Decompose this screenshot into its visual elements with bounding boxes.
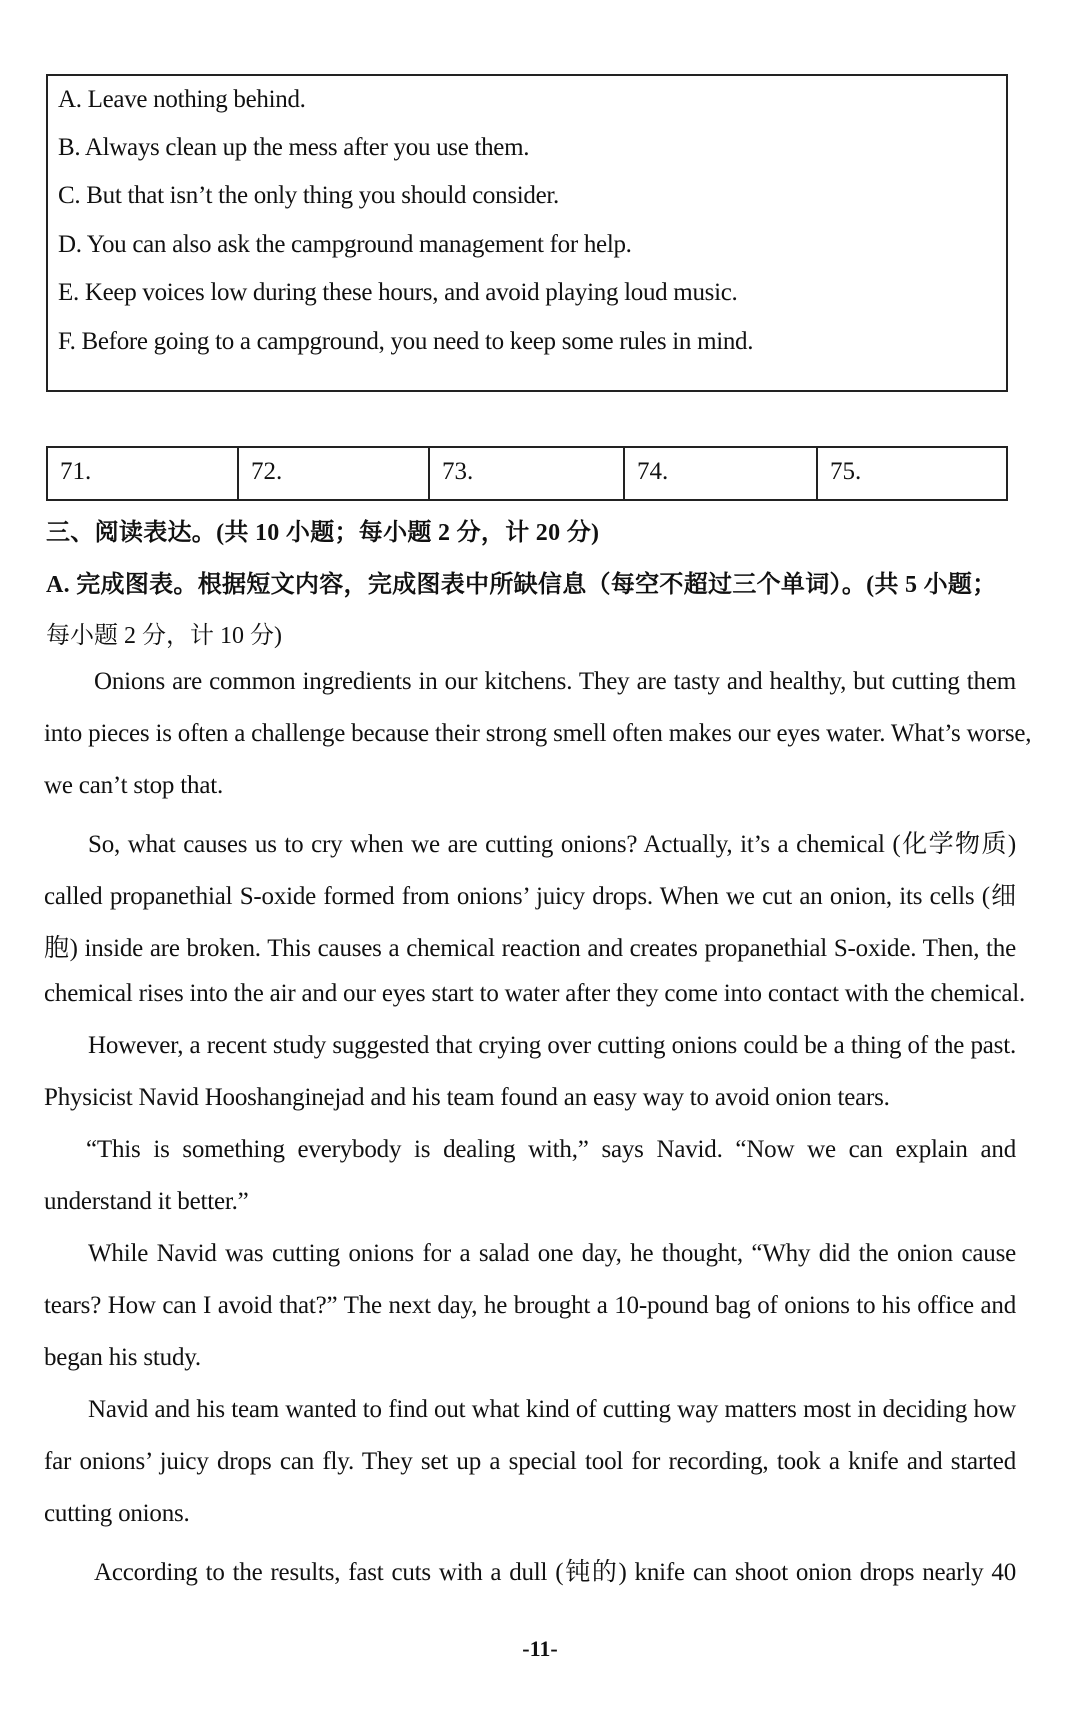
passage-line: chemical rises into the air and our eyes start to water after they come into contact with the chemical. [44,980,1026,1007]
passage-line: cutting onions. [44,1500,190,1527]
option-d: D. You can also ask the campground management for help. [58,231,632,258]
passage-line: 胞) inside are broken. This causes a chemical reaction and creates propanethial S-oxide. Then, the [44,935,1016,962]
option-b: B. Always clean up the mess after you use them. [58,134,530,161]
passage-line: According to the results, fast cuts with a dull (钝的) knife can shoot onion drops nearly 40 [94,1559,1016,1586]
passage-line: called propanethial S-oxide formed from onions’ juicy drops. When we cut an onion, its cells (细 [44,883,1016,910]
passage-line: began his study. [44,1344,201,1371]
option-f: F. Before going to a campground, you need to keep some rules in mind. [58,328,754,355]
option-e: E. Keep voices low during these hours, and avoid playing loud music. [58,279,738,306]
part-a-heading-cont: 每小题 2 分，计 10 分) [46,623,282,649]
passage-line: While Navid was cutting onions for a salad one day, he thought, “Why did the onion cause [88,1240,1016,1267]
answer-cell-75[interactable]: 75. [830,458,862,485]
answer-cell-71[interactable]: 71. [48,448,239,499]
passage-line: tears? How can I avoid that?” The next day, he brought a 10-pound bag of onions to his office and [44,1292,1016,1319]
option-a: A. Leave nothing behind. [58,86,306,113]
passage-line: Navid and his team wanted to find out what kind of cutting way matters most in deciding how [88,1396,1016,1423]
passage-line: Onions are common ingredients in our kitchens. They are tasty and healthy, but cutting them [94,668,1016,695]
passage-line: understand it better.” [44,1188,249,1215]
page-number: -11- [522,1636,558,1661]
answer-cell-74[interactable]: 74. [625,448,818,499]
answer-cell-73[interactable]: 73. [430,448,625,499]
options-box [46,74,1008,392]
answer-cell-72[interactable]: 72. [239,448,430,499]
option-c: C. But that isn’t the only thing you should consider. [58,182,559,209]
passage-line: “This is something everybody is dealing with,” says Navid. “Now we can explain and [86,1136,1016,1163]
part-a-heading: A. 完成图表。根据短文内容，完成图表中所缺信息（每空不超过三个单词）。(共 5 小题； [46,572,997,598]
answer-table [46,446,1008,501]
passage-line: Physicist Navid Hooshanginejad and his team found an easy way to avoid onion tears. [44,1084,890,1111]
section-heading: 三、阅读表达。(共 10 小题；每小题 2 分，计 20 分) [46,520,600,546]
passage-line: into pieces is often a challenge because their strong smell often makes our eyes water. What’s worse, [44,720,1032,747]
passage-line: However, a recent study suggested that crying over cutting onions could be a thing of the past. [88,1032,1016,1059]
passage-line: So, what causes us to cry when we are cutting onions? Actually, it’s a chemical (化学物质) [88,831,1016,858]
passage-line: far onions’ juicy drops can fly. They set up a special tool for recording, took a knife and started [44,1448,1016,1475]
passage-line: we can’t stop that. [44,772,224,799]
